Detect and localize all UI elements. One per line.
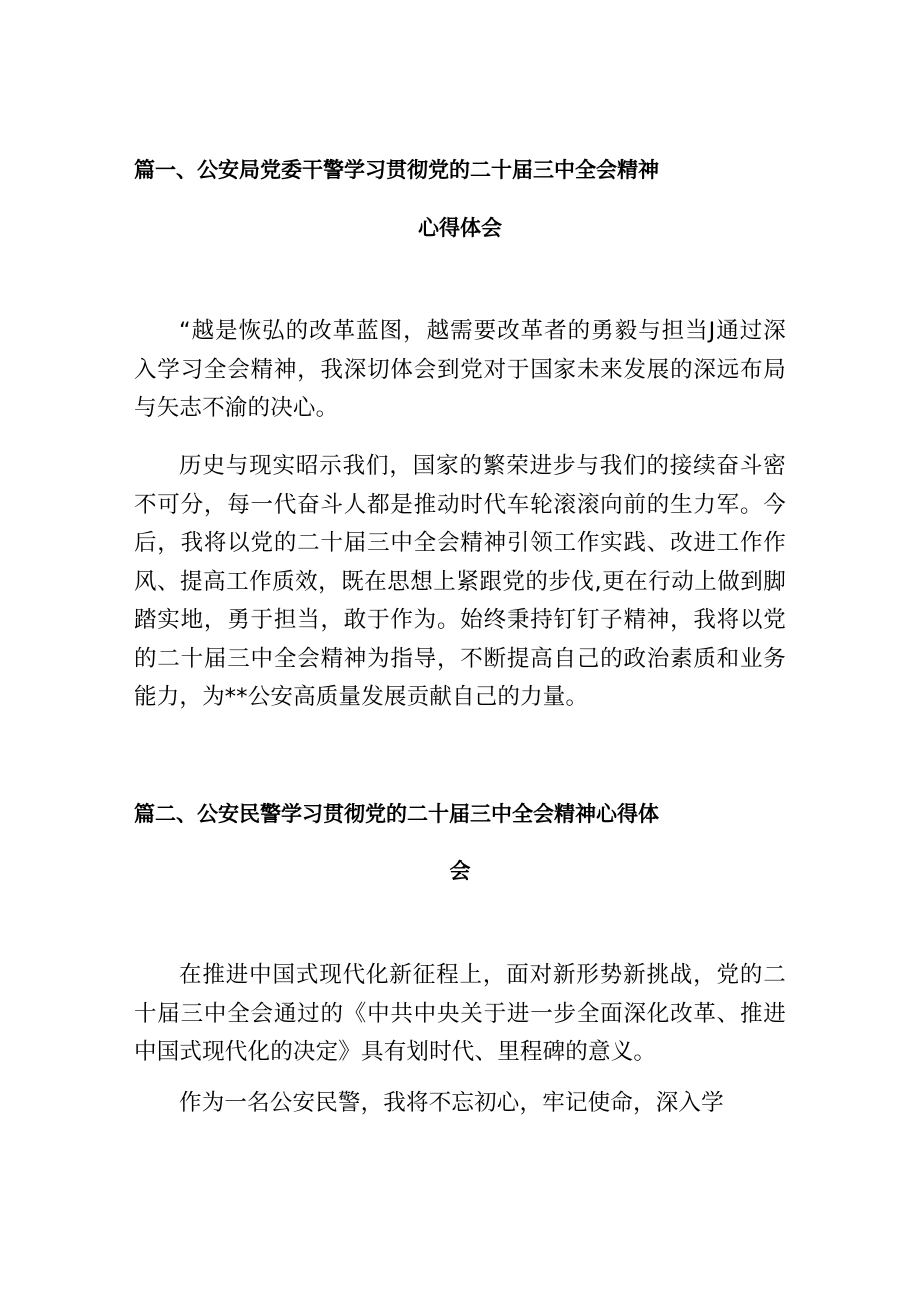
section1-title-line2: 心得体会 xyxy=(418,216,502,240)
section1-title-line1: 篇一、公安局党委干警学习贯彻党的二十届三中全会精神 xyxy=(134,158,659,182)
section2-paragraph-2: 作为一名公安民警，我将不忘初心，牢记使命，深入学 xyxy=(179,1090,724,1116)
section2-title-line1: 篇二、公安民警学习贯彻党的二十届三中全会精神心得体 xyxy=(134,802,659,826)
section2-paragraph-1: 在推进中国式现代化新征程上，面对新形势新挑战，党的二十届三中全会通过的《中共中央关于进一步全面深化改革、推进中国式现代化的决定》具有划时代、里程碑的意义。 xyxy=(134,962,786,1065)
section1-paragraph-1: “越是恢弘的改革蓝图，越需要改革者的勇毅与担当J通过深入学习全会精神，我深切体会到党对于国家未来发展的深远布局与矢志不渝的决心。 xyxy=(134,318,786,421)
section1-paragraph-2: 历史与现实昭示我们，国家的繁荣进步与我们的接续奋斗密不可分，每一代奋斗人都是推动时代车轮滚滚向前的生力军。今后，我将以党的二十届三中全会精神引领工作实践、改进工作作风、提高工作质效，既在思想上紧跟党的步伐,更在行动上做到脚踏实地，勇于担当，敢于作为。始终秉持钉钉子精神，我将以党的二十届三中全会精神为指导，不断提高自己的政治素质和业务能力，为**公安高质量发展贡献自己的力量。 xyxy=(134,453,786,710)
section2-title-line2: 会 xyxy=(449,859,471,883)
